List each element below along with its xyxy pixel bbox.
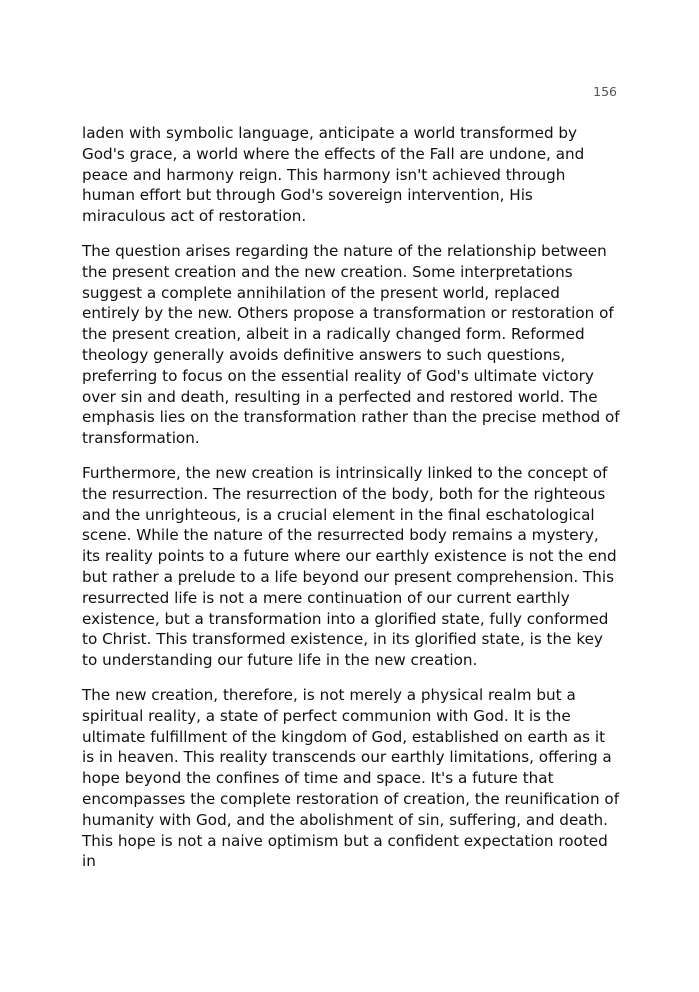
paragraph-1: laden with symbolic language, anticipate a world transformed by God's grace, a world where the effects of the Fall are undone, and peace and harmony reign. This harmony isn't achieved through human effort but through God's sovereign intervention, His miraculous act of restoration. bbox=[82, 124, 585, 226]
page-number: 156 bbox=[593, 84, 617, 99]
paragraph-3: Furthermore, the new creation is intrinsically linked to the concept of the resurrection. The resurrection of the body, both for the righteous and the unrighteous, is a crucial element in the final eschatological scene. While the nature of the resurrected body remains a mystery, its reality points to a future where our earthly existence is not the end but rather a prelude to a life beyond our present comprehension. This resurrected life is not a mere continuation of our current earthly existence, but a transformation into a glorified state, fully conformed to Christ. This transformed existence, in its glorified state, is the key to understanding our future life in the new creation. bbox=[82, 463, 617, 670]
paragraph-4: The new creation, therefore, is not merely a physical realm but a spiritual reality, a state of perfect communion with God. It is the ultimate fulfillment of the kingdom of God, established on earth as it is in heaven. This reality transcends our earthly limitations, offering a hope beyond the confines of time and space. It's a future that encompasses the complete restoration of creation, the reunification of humanity with God, and the abolishment of sin, suffering, and death. This hope is not a naive optimism but a confident expectation rooted in bbox=[82, 685, 620, 871]
body-text bbox=[82, 123, 620, 886]
paragraph-2: The question arises regarding the nature of the relationship between the present creation and the new creation. Some interpretations suggest a complete annihilation of the present world, replaced entirely by the new. Others propose a transformation or restoration of the present creation, albeit in a radically changed form. Reformed theology generally avoids definitive answers to such questions, preferring to focus on the essential reality of God's ultimate victory over sin and death, resulting in a perfected and restored world. The emphasis lies on the transformation rather than the precise method of transformation. bbox=[82, 241, 620, 448]
